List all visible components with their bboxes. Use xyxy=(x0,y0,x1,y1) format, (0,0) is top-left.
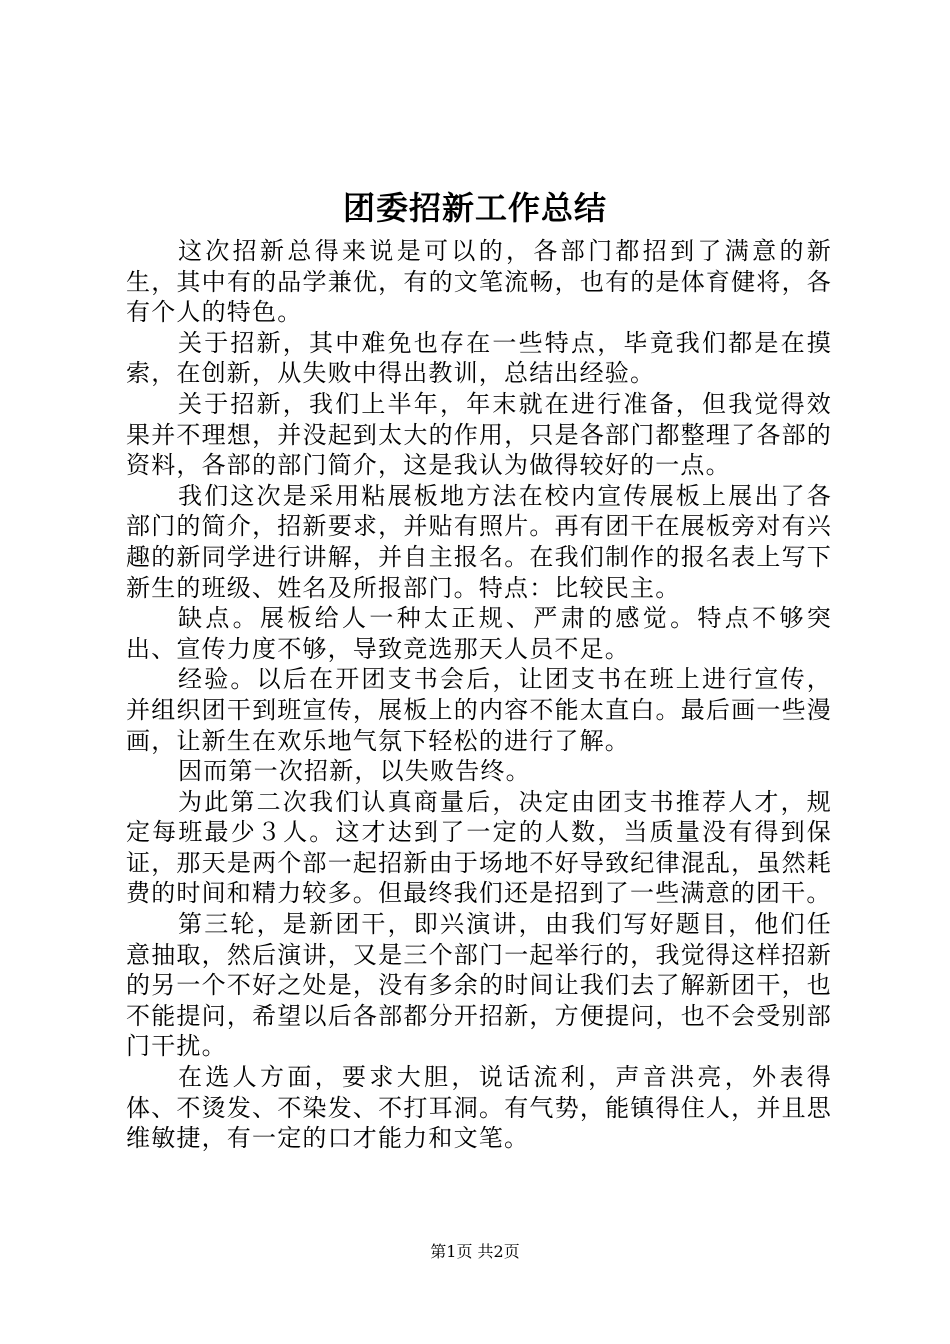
paragraph-9: 第三轮，是新团干，即兴演讲，由我们写好题目，他们任意抽取，然后演讲，又是三个部门一起举行的，我觉得这样招新的另一个不好之处是，没有多余的时间让我们去了解新团干，也不能提问，希望以后各部都分开招新，方便提问，也不会受别部门干扰。 xyxy=(126,910,832,1061)
page-footer: 第1页 共2页 xyxy=(430,1242,520,1261)
paragraph-5: 缺点。展板给人一种太正规、严肃的感觉。特点不够突出、宣传力度不够，导致竞选那天人员不足。 xyxy=(126,604,832,663)
paragraph-4: 我们这次是采用粘展板地方法在校内宣传展板上展出了各部门的简介，招新要求，并贴有照片。再有团干在展板旁对有兴趣的新同学进行讲解，并自主报名。在我们制作的报名表上写下新生的班级、姓名及所报部门。特点：比较民主。 xyxy=(126,481,832,602)
paragraph-10: 在选人方面，要求大胆，说话流利，声音洪亮，外表得体、不烫发、不染发、不打耳洞。有气势，能镇得住人，并且思维敏捷，有一定的口才能力和文笔。 xyxy=(126,1063,832,1153)
paragraph-7: 因而第一次招新，以失败告终。 xyxy=(178,757,531,786)
paragraph-6: 经验。以后在开团支书会后，让团支书在班上进行宣传，并组织团干到班宣传，展板上的内容不能太直白。最后画一些漫画，让新生在欢乐地气氛下轻松的进行了解。 xyxy=(126,665,832,755)
page-title: 团委招新工作总结 xyxy=(342,189,607,227)
paragraph-1: 这次招新总得来说是可以的，各部门都招到了满意的新生，其中有的品学兼优，有的文笔流畅，也有的是体育健将，各有个人的特色。 xyxy=(126,237,832,327)
paragraph-8: 为此第二次我们认真商量后，决定由团支书推荐人才，规定每班最少３人。这才达到了一定的人数，当质量没有得到保证，那天是两个部一起招新由于场地不好导致纪律混乱，虽然耗费的时间和精力较多。但最终我们还是招到了一些满意的团干。 xyxy=(126,787,832,908)
document-body xyxy=(126,236,832,1154)
paragraph-2: 关于招新，其中难免也存在一些特点，毕竟我们都是在摸索，在创新，从失败中得出教训，总结出经验。 xyxy=(126,328,832,388)
paragraph-3: 关于招新，我们上半年，年末就在进行准备，但我觉得效果并不理想，并没起到太大的作用，只是各部门都整理了各部的资料，各部的部门简介，这是我认为做得较好的一点。 xyxy=(126,389,832,480)
